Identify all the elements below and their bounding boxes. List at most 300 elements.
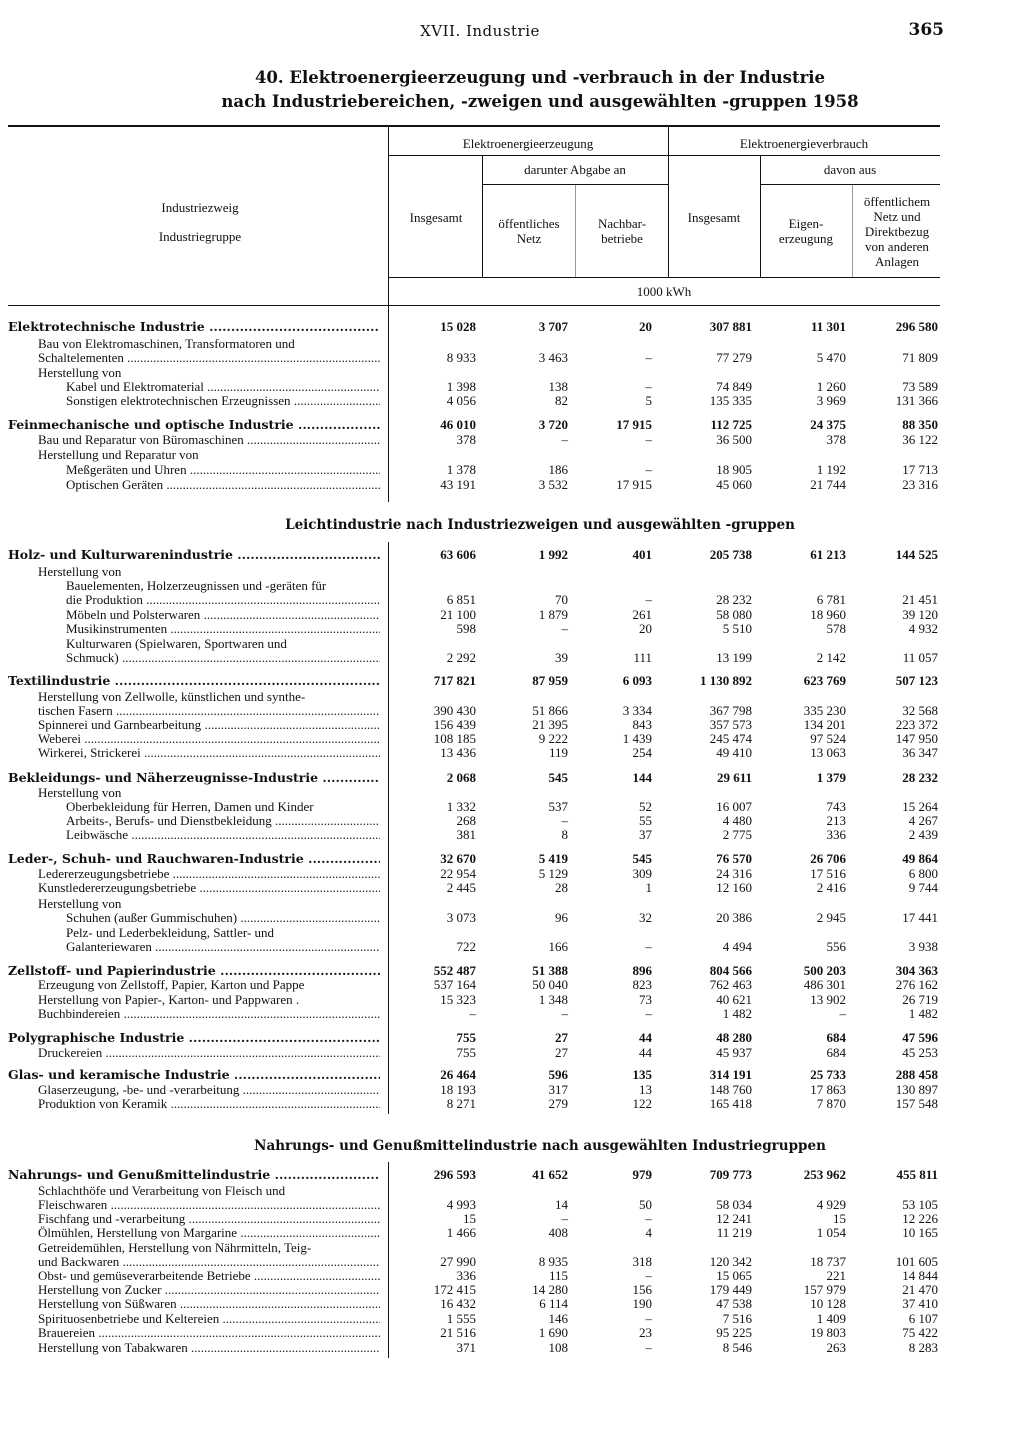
row-label: Möbeln und Polsterwaren ..... <box>66 608 380 622</box>
cell: 1 130 892 <box>700 673 752 688</box>
cell: 186 <box>548 462 568 477</box>
cell: 14 280 <box>532 1282 568 1297</box>
table-row <box>0 380 1024 394</box>
col-neighbor-plants: Nachbar- betriebe <box>597 216 647 246</box>
cell: 314 191 <box>709 1067 752 1082</box>
cell: 16 007 <box>716 799 752 814</box>
table-row <box>0 800 1024 814</box>
cell: 157 548 <box>895 1096 938 1111</box>
table-row <box>0 993 1024 1007</box>
cell: 390 430 <box>433 703 476 718</box>
cell: 13 <box>639 1082 652 1097</box>
col-group-consumption: Elektroenergieverbrauch <box>739 136 869 151</box>
cell: 21 744 <box>810 477 846 492</box>
row-label: Bau und Reparatur von Büromaschinen ..... <box>38 433 380 447</box>
cell: 1 260 <box>816 379 846 394</box>
cell: 20 <box>639 319 652 334</box>
cell: 401 <box>632 547 652 562</box>
cell: 1 690 <box>538 1325 568 1340</box>
row-label: Wirkerei, Strickerei ..... <box>38 746 380 760</box>
cell: 3 334 <box>622 703 652 718</box>
row-label: Ledererzeugungsbetriebe ..... <box>38 867 380 881</box>
cell: 537 <box>548 799 568 814</box>
cell: 4 929 <box>816 1197 846 1212</box>
cell: 4 056 <box>446 393 476 408</box>
cell: 157 979 <box>803 1282 846 1297</box>
cell: 4 932 <box>908 621 938 636</box>
cell: 2 445 <box>446 880 476 895</box>
cell: 58 080 <box>716 607 752 622</box>
cell: – <box>561 813 568 828</box>
cell: 77 279 <box>716 350 752 365</box>
cell: 8 546 <box>722 1340 752 1355</box>
row-label: Galanteriewaren ..... <box>66 940 380 954</box>
row-label: Schaltelementen ..... <box>38 351 380 365</box>
row-label: Ölmühlen, Herstellung von Margarine ..... <box>38 1226 380 1240</box>
cell: 25 733 <box>810 1067 846 1082</box>
cell: 205 738 <box>709 547 752 562</box>
cell: 5 419 <box>538 851 568 866</box>
table-row <box>0 1255 1024 1269</box>
table-row <box>0 1083 1024 1097</box>
cell: 165 418 <box>709 1096 752 1111</box>
cell: 5 <box>645 393 652 408</box>
table-row <box>0 1226 1024 1240</box>
cell: – <box>561 621 568 636</box>
cell: 166 <box>548 939 568 954</box>
cell: 408 <box>548 1225 568 1240</box>
cell: – <box>645 350 652 365</box>
cell: 50 040 <box>532 977 568 992</box>
table-row <box>0 881 1024 895</box>
cell: 26 719 <box>902 992 938 1007</box>
cell: 24 316 <box>716 866 752 881</box>
cell: 46 010 <box>440 417 476 432</box>
cell: 41 652 <box>532 1167 568 1182</box>
cell: 36 122 <box>902 432 938 447</box>
row-label: Fischfang und -verarbeitung ..... <box>38 1212 380 1226</box>
table-row <box>0 771 1024 785</box>
cell: 6 800 <box>908 866 938 881</box>
cell: 11 219 <box>716 1225 752 1240</box>
cell: 223 372 <box>895 717 938 732</box>
cell: 27 990 <box>440 1254 476 1269</box>
stub-divider <box>388 127 389 305</box>
table-row <box>0 964 1024 978</box>
cell: 15 028 <box>440 319 476 334</box>
cell: – <box>561 1211 568 1226</box>
cell: 58 034 <box>716 1197 752 1212</box>
table-row <box>0 1168 1024 1182</box>
cell: 552 487 <box>433 963 476 978</box>
cell: 296 580 <box>895 319 938 334</box>
cell: 20 <box>639 621 652 636</box>
cell: 18 960 <box>810 607 846 622</box>
cell: 318 <box>632 1254 652 1269</box>
cell: 49 410 <box>716 745 752 760</box>
cell: 156 439 <box>433 717 476 732</box>
table-row <box>0 593 1024 607</box>
cell: 52 <box>639 799 652 814</box>
cell: 4 267 <box>908 813 938 828</box>
table-row <box>0 463 1024 477</box>
cell: 12 226 <box>902 1211 938 1226</box>
row-label: Herstellung von <box>38 897 122 911</box>
table-row <box>0 622 1024 636</box>
row-label: Leder-, Schuh- und Rauchwaren-Industrie ..... <box>8 852 380 866</box>
cell: 24 375 <box>810 417 846 432</box>
cell: 23 316 <box>902 477 938 492</box>
row-label: Bau von Elektromaschinen, Transformatoren und <box>38 337 295 351</box>
cell: 8 271 <box>446 1096 476 1111</box>
table-row <box>0 867 1024 881</box>
row-label: Fleischwaren ..... <box>38 1198 380 1212</box>
table-row <box>0 1007 1024 1021</box>
cell: 17 516 <box>810 866 846 881</box>
cell: 296 593 <box>433 1167 476 1182</box>
cell: 6 114 <box>539 1296 568 1311</box>
cell: 18 193 <box>440 1082 476 1097</box>
running-head: XVII. Industrie <box>420 22 540 40</box>
cell: 45 253 <box>902 1045 938 1060</box>
cell: 545 <box>548 770 568 785</box>
row-label: Schlachthöfe und Verarbeitung von Fleisch und <box>38 1184 286 1198</box>
cell: 97 524 <box>810 731 846 746</box>
cell: 743 <box>826 799 846 814</box>
cell: 53 105 <box>902 1197 938 1212</box>
page-header <box>0 20 1024 44</box>
cell: 4 993 <box>446 1197 476 1212</box>
cell: 486 301 <box>803 977 846 992</box>
cell: 44 <box>639 1045 652 1060</box>
cell: 73 <box>639 992 652 1007</box>
cell: 1 <box>645 880 652 895</box>
cell: 12 241 <box>716 1211 752 1226</box>
table-row <box>0 651 1024 665</box>
cell: 1 879 <box>538 607 568 622</box>
row-label: Herstellung von Süßwaren ..... <box>38 1297 380 1311</box>
cell: 14 <box>555 1197 568 1212</box>
cell: 1 482 <box>722 1006 752 1021</box>
row-label: Elektrotechnische Industrie ..... <box>8 320 380 334</box>
table-row <box>0 786 1024 800</box>
row-label: Druckereien ..... <box>38 1046 380 1060</box>
table-row <box>0 1097 1024 1111</box>
cell: 51 866 <box>532 703 568 718</box>
table-row <box>0 732 1024 746</box>
cell: 1 466 <box>446 1225 476 1240</box>
table-row <box>0 1312 1024 1326</box>
cell: 17 915 <box>616 477 652 492</box>
cell: 111 <box>633 650 652 665</box>
row-label: tischen Fasern ..... <box>38 704 380 718</box>
cell: 23 <box>639 1325 652 1340</box>
row-label: Glaserzeugung, -be- und -verarbeitung ..... <box>38 1083 380 1097</box>
row-label: Herstellung von <box>38 366 122 380</box>
cell: 1 379 <box>816 770 846 785</box>
cell: 1 398 <box>446 379 476 394</box>
cell: 156 <box>632 1282 652 1297</box>
cell: 3 532 <box>538 477 568 492</box>
cell: 537 164 <box>433 977 476 992</box>
cell: 261 <box>632 607 652 622</box>
table-row <box>0 337 1024 351</box>
table-row <box>0 579 1024 593</box>
cell: 45 937 <box>716 1045 752 1060</box>
table-row <box>0 690 1024 704</box>
cell: 8 283 <box>908 1340 938 1355</box>
cell: 18 905 <box>716 462 752 477</box>
cell: 4 480 <box>722 813 752 828</box>
row-label: Leibwäsche ..... <box>66 828 380 842</box>
cell: 148 760 <box>709 1082 752 1097</box>
table-row <box>0 394 1024 408</box>
cell: 144 <box>632 770 652 785</box>
table-title-line-2: nach Industriebereichen, -zweigen und ausgewählten -gruppen 1958 <box>221 92 859 111</box>
cell: 108 185 <box>433 731 476 746</box>
cell: 623 769 <box>803 673 846 688</box>
cell: 21 451 <box>902 592 938 607</box>
cell: 138 <box>548 379 568 394</box>
cell: 335 230 <box>803 703 846 718</box>
cell: 304 363 <box>895 963 938 978</box>
cell: 22 954 <box>440 866 476 881</box>
cell: 32 568 <box>902 703 938 718</box>
row-label: Herstellung von Zellwolle, künstlichen und synthe- <box>38 690 306 704</box>
cell: 71 809 <box>902 350 938 365</box>
col-subgroup-delivery: darunter Abgabe an <box>524 162 626 177</box>
cell: 17 863 <box>810 1082 846 1097</box>
cell: 8 933 <box>446 350 476 365</box>
row-label: Herstellung von Papier-, Karton- und Pappwaren . <box>38 993 300 1007</box>
cell: 120 342 <box>709 1254 752 1269</box>
cell: 37 410 <box>902 1296 938 1311</box>
cell: 979 <box>632 1167 652 1182</box>
cell: 179 449 <box>709 1282 752 1297</box>
row-label: Nahrungs- und Genußmittelindustrie ..... <box>8 1168 380 1182</box>
cell: 684 <box>826 1030 846 1045</box>
row-label: Schmuck) ..... <box>66 651 380 665</box>
cell: 896 <box>632 963 652 978</box>
row-label: Oberbekleidung für Herren, Damen und Kinder <box>66 800 314 814</box>
cell: 381 <box>456 827 476 842</box>
row-label: Optischen Geräten ..... <box>66 478 380 492</box>
table-row <box>0 433 1024 447</box>
cell: 4 <box>645 1225 652 1240</box>
cell: 28 <box>555 880 568 895</box>
col-own-generation: Eigen- erzeugung <box>778 216 834 246</box>
table-row <box>0 852 1024 866</box>
cell: 6 851 <box>446 592 476 607</box>
cell: 7 516 <box>722 1311 752 1326</box>
cell: 135 335 <box>709 393 752 408</box>
table-row <box>0 1046 1024 1060</box>
cell: 1 439 <box>622 731 652 746</box>
cell: 709 773 <box>709 1167 752 1182</box>
cell: 115 <box>548 1268 568 1283</box>
table-row <box>0 1241 1024 1255</box>
cell: 15 <box>463 1211 476 1226</box>
cell: – <box>839 1006 846 1021</box>
row-label: Herstellung von <box>38 786 122 800</box>
cell: 596 <box>548 1067 568 1082</box>
stub-heading-2: Industriegruppe <box>158 229 242 244</box>
table-row <box>0 637 1024 651</box>
cell: 507 123 <box>895 673 938 688</box>
cell: 47 538 <box>716 1296 752 1311</box>
table-row <box>0 366 1024 380</box>
cell: 108 <box>548 1340 568 1355</box>
unit-rule <box>388 277 940 278</box>
section-heading: Nahrungs- und Genußmittelindustrie nach ausgewählten Industriegruppen <box>254 1138 826 1154</box>
cell: 1 192 <box>816 462 846 477</box>
cell: 755 <box>456 1030 476 1045</box>
cell: 63 606 <box>440 547 476 562</box>
cell: 3 938 <box>908 939 938 954</box>
table-row <box>0 565 1024 579</box>
cell: 17 713 <box>902 462 938 477</box>
cell: 276 162 <box>895 977 938 992</box>
cell: 14 844 <box>902 1268 938 1283</box>
cell: – <box>645 432 652 447</box>
table-row <box>0 478 1024 492</box>
cell: 96 <box>555 910 568 925</box>
row-label: Schuhen (außer Gummischuhen) ..... <box>66 911 380 925</box>
cell: 134 201 <box>803 717 846 732</box>
table-row <box>0 608 1024 622</box>
cell: 27 <box>555 1045 568 1060</box>
unit-label: 1000 kWh <box>636 284 692 299</box>
row-label: Sonstigen elektrotechnischen Erzeugnissen ..... <box>66 394 380 408</box>
cell: 2 292 <box>446 650 476 665</box>
cell: 88 350 <box>902 417 938 432</box>
cell: 27 <box>555 1030 568 1045</box>
cell: 1 348 <box>538 992 568 1007</box>
cell: 378 <box>826 432 846 447</box>
cell: 307 881 <box>709 319 752 334</box>
cell: 1 409 <box>816 1311 846 1326</box>
cell: – <box>645 1311 652 1326</box>
col-subgroup-from: davon aus <box>823 162 877 177</box>
table-row <box>0 351 1024 365</box>
cell: 5 470 <box>816 350 846 365</box>
table-row <box>0 940 1024 954</box>
cell: 32 670 <box>440 851 476 866</box>
cell: – <box>645 1268 652 1283</box>
cell: 37 <box>639 827 652 842</box>
cell: 2 775 <box>722 827 752 842</box>
cell: 95 225 <box>716 1325 752 1340</box>
cell: 45 060 <box>716 477 752 492</box>
col-public-direct: öffentlichem Netz und Direktbezug von anderen Anlagen <box>863 194 931 269</box>
cell: 253 962 <box>803 1167 846 1182</box>
cell: 70 <box>555 592 568 607</box>
row-label: Bekleidungs- und Näherzeugnisse-Industrie ..... <box>8 771 380 785</box>
cell: 21 100 <box>440 607 476 622</box>
row-label: Obst- und gemüseverarbeitende Betriebe ..... <box>38 1269 380 1283</box>
row-label: Herstellung von <box>38 565 122 579</box>
cell: 500 203 <box>803 963 846 978</box>
cell: 317 <box>548 1082 568 1097</box>
cell: 131 366 <box>895 393 938 408</box>
cell: 2 068 <box>446 770 476 785</box>
row-label: Buchbindereien ..... <box>38 1007 380 1021</box>
subgroup-rule-right <box>760 184 940 185</box>
cell: 367 798 <box>709 703 752 718</box>
cell: 6 781 <box>816 592 846 607</box>
col-generation-total: Insgesamt <box>409 210 463 225</box>
col-consumption-total: Insgesamt <box>687 210 741 225</box>
cell: 545 <box>632 851 652 866</box>
cell: 843 <box>632 717 652 732</box>
table-row <box>0 704 1024 718</box>
cell: 19 803 <box>810 1325 846 1340</box>
cell: 26 706 <box>810 851 846 866</box>
row-label: Zellstoff- und Papierindustrie ..... <box>8 964 380 978</box>
cell: 3 707 <box>538 319 568 334</box>
cell: 336 <box>456 1268 476 1283</box>
cell: 9 744 <box>908 880 938 895</box>
cell: 3 463 <box>538 350 568 365</box>
cell: 172 415 <box>433 1282 476 1297</box>
cell: 15 264 <box>902 799 938 814</box>
cell: 1 054 <box>816 1225 846 1240</box>
cell: 112 725 <box>710 417 752 432</box>
cell: 28 232 <box>716 592 752 607</box>
cell: 144 525 <box>895 547 938 562</box>
cell: 213 <box>826 813 846 828</box>
cell: 263 <box>826 1340 846 1355</box>
cell: 130 897 <box>895 1082 938 1097</box>
table-row <box>0 911 1024 925</box>
cell: 39 <box>555 650 568 665</box>
row-label: Holz- und Kulturwarenindustrie ..... <box>8 548 380 562</box>
row-label: Arbeits-, Berufs- und Dienstbekleidung ..... <box>66 814 380 828</box>
cell: 28 232 <box>902 770 938 785</box>
row-label: Getreidemühlen, Herstellung von Nährmitteln, Teig- <box>38 1241 312 1255</box>
cell: 7 870 <box>816 1096 846 1111</box>
cell: 823 <box>632 977 652 992</box>
cell: 48 280 <box>716 1030 752 1045</box>
cell: 279 <box>548 1096 568 1111</box>
row-label: Herstellung und Reparatur von <box>38 448 199 462</box>
cell: 20 386 <box>716 910 752 925</box>
row-label: Glas- und keramische Industrie ..... <box>8 1068 380 1082</box>
cell: 6 093 <box>622 673 652 688</box>
cell: 135 <box>632 1067 652 1082</box>
table-row <box>0 418 1024 432</box>
cell: 87 959 <box>532 673 568 688</box>
cell: 245 474 <box>709 731 752 746</box>
row-label: Musikinstrumenten ..... <box>66 622 380 636</box>
header-bottom-rule <box>8 305 940 306</box>
cell: 13 063 <box>810 745 846 760</box>
table-title <box>100 66 980 114</box>
cell: 13 902 <box>810 992 846 1007</box>
row-label: Spirituosenbetriebe und Keltereien ..... <box>38 1312 380 1326</box>
table-row <box>0 828 1024 842</box>
cell: 309 <box>632 866 652 881</box>
cell: 146 <box>548 1311 568 1326</box>
table-row <box>0 1184 1024 1198</box>
cell: 13 436 <box>440 745 476 760</box>
cell: 5 510 <box>722 621 752 636</box>
cell: 336 <box>826 827 846 842</box>
cell: 371 <box>456 1340 476 1355</box>
cell: 2 945 <box>816 910 846 925</box>
table-row <box>0 1269 1024 1283</box>
cell: 16 432 <box>440 1296 476 1311</box>
